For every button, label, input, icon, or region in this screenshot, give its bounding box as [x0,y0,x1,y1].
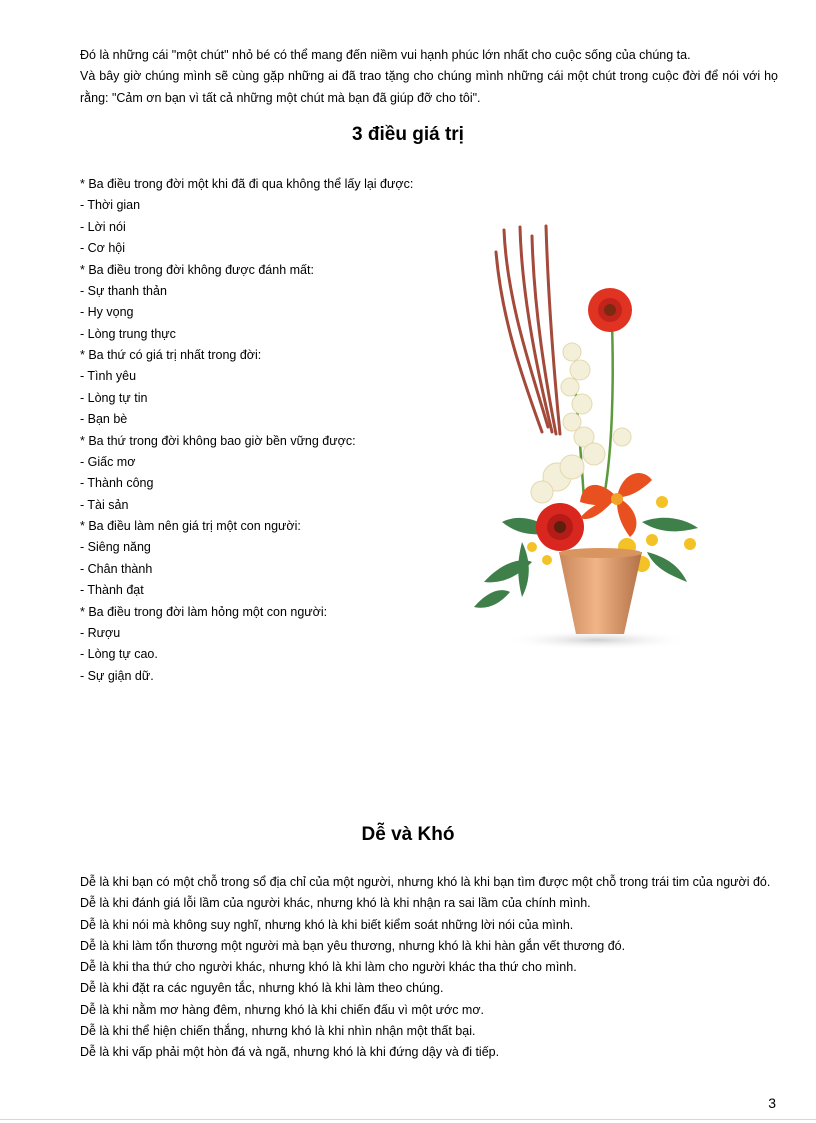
list-item: - Chân thành [80,561,153,576]
list-item: - Thời gian [80,198,141,213]
list-item: - Thành công [80,476,154,491]
list-item: Dễ là khi thể hiện chiến thắng, nhưng khó là khi nhìn nhận một thất bại. [80,1024,476,1039]
values-list [80,174,460,687]
red-gerbera [588,288,632,332]
list-item: - Bạn bè [80,412,128,427]
list-item: * Ba điều trong đời không được đánh mất: [80,262,314,277]
list-item: Dễ là khi đặt ra các nguyên tắc, nhưng khó là khi làm theo chúng. [80,981,444,996]
list-item: Dễ là khi làm tổn thương một người mà bạn yêu thương, nhưng khó là khi hàn gắn vết thương đó. [80,938,626,953]
red-gerbera [536,503,584,551]
page-number: 3 [768,1095,776,1111]
list-item: - Sự thanh thản [80,283,167,298]
list-item: - Tình yêu [80,369,137,384]
list-item: - Sự giận dữ. [80,668,154,683]
list-item: - Lời nói [80,219,126,234]
list-item: * Ba điều trong đời làm hỏng một con người: [80,604,328,619]
terracotta-pot [559,552,642,634]
list-item: * Ba điều làm nên giá trị một con người: [80,519,301,533]
list-item: - Rượu [80,625,121,640]
section-title-values: 3 điều giá trị [352,124,464,145]
list-item: Dễ là khi tha thứ cho người khác, nhưng khó là khi làm cho người khác tha thứ cho mình. [80,960,577,975]
list-item: * Ba điều trong đời một khi đã đi qua không thể lấy lại được: [80,177,414,191]
pot-rim [559,548,642,558]
list-item: - Thành đạt [80,583,144,598]
list-item: - Hy vọng [80,305,134,320]
intro-line-2: Và bây giờ chúng mình sẽ cùng gặp những ai đã trao tặng cho chúng mình những cái một chút trong cuộc đời để nói với họ rằng: "Cảm ơn bạn vì tất cả những một chút mà bạn đã giúp đỡ cho tôi". [80,69,778,105]
list-item: * Ba thứ trong đời không bao giờ bền vững được: [80,433,356,448]
list-item: Dễ là khi bạn có một chỗ trong sổ địa chỉ của một người, nhưng khó là khi bạn tìm được một chỗ trong trái tim của người đó. [80,875,771,889]
list-item: Dễ là khi nói mà không suy nghĩ, nhưng khó là khi biết kiểm soát những lời nói của mình. [80,917,574,932]
flower-arrangement-image [462,222,712,652]
list-item: * Ba thứ có giá trị nhất trong đời: [80,348,262,362]
list-item: - Lòng tự cao. [80,647,158,662]
page-bottom-divider [0,1119,816,1120]
list-item: - Tài sản [80,497,129,512]
list-item: - Cơ hội [80,241,126,256]
red-twigs [496,226,560,434]
list-item: Dễ là khi đánh giá lỗi lầm của người khác, nhưng khó là khi nhận ra sai lầm của chính mình. [80,896,591,911]
list-item: - Lòng trung thực [80,326,176,341]
intro-line-1: Đó là những cái "một chút" nhỏ bé có thể mang đến niềm vui hạnh phúc lớn nhất cho cuộc sống của chúng ta. [80,48,691,62]
section-title-easy-hard: Dễ và Khó [361,824,455,845]
list-item: - Lòng tự tin [80,390,148,405]
orange-lily [580,473,652,537]
easy-hard-list [80,872,778,1064]
list-item: Dễ là khi vấp phải một hòn đá và ngã, nhưng khó là khi đứng dậy và đi tiếp. [80,1045,500,1060]
list-item: Dễ là khi nằm mơ hàng đêm, nhưng khó là khi chiến đấu vì một ước mơ. [80,1002,485,1017]
list-item: - Siêng năng [80,540,151,555]
list-item: - Giấc mơ [80,454,136,469]
